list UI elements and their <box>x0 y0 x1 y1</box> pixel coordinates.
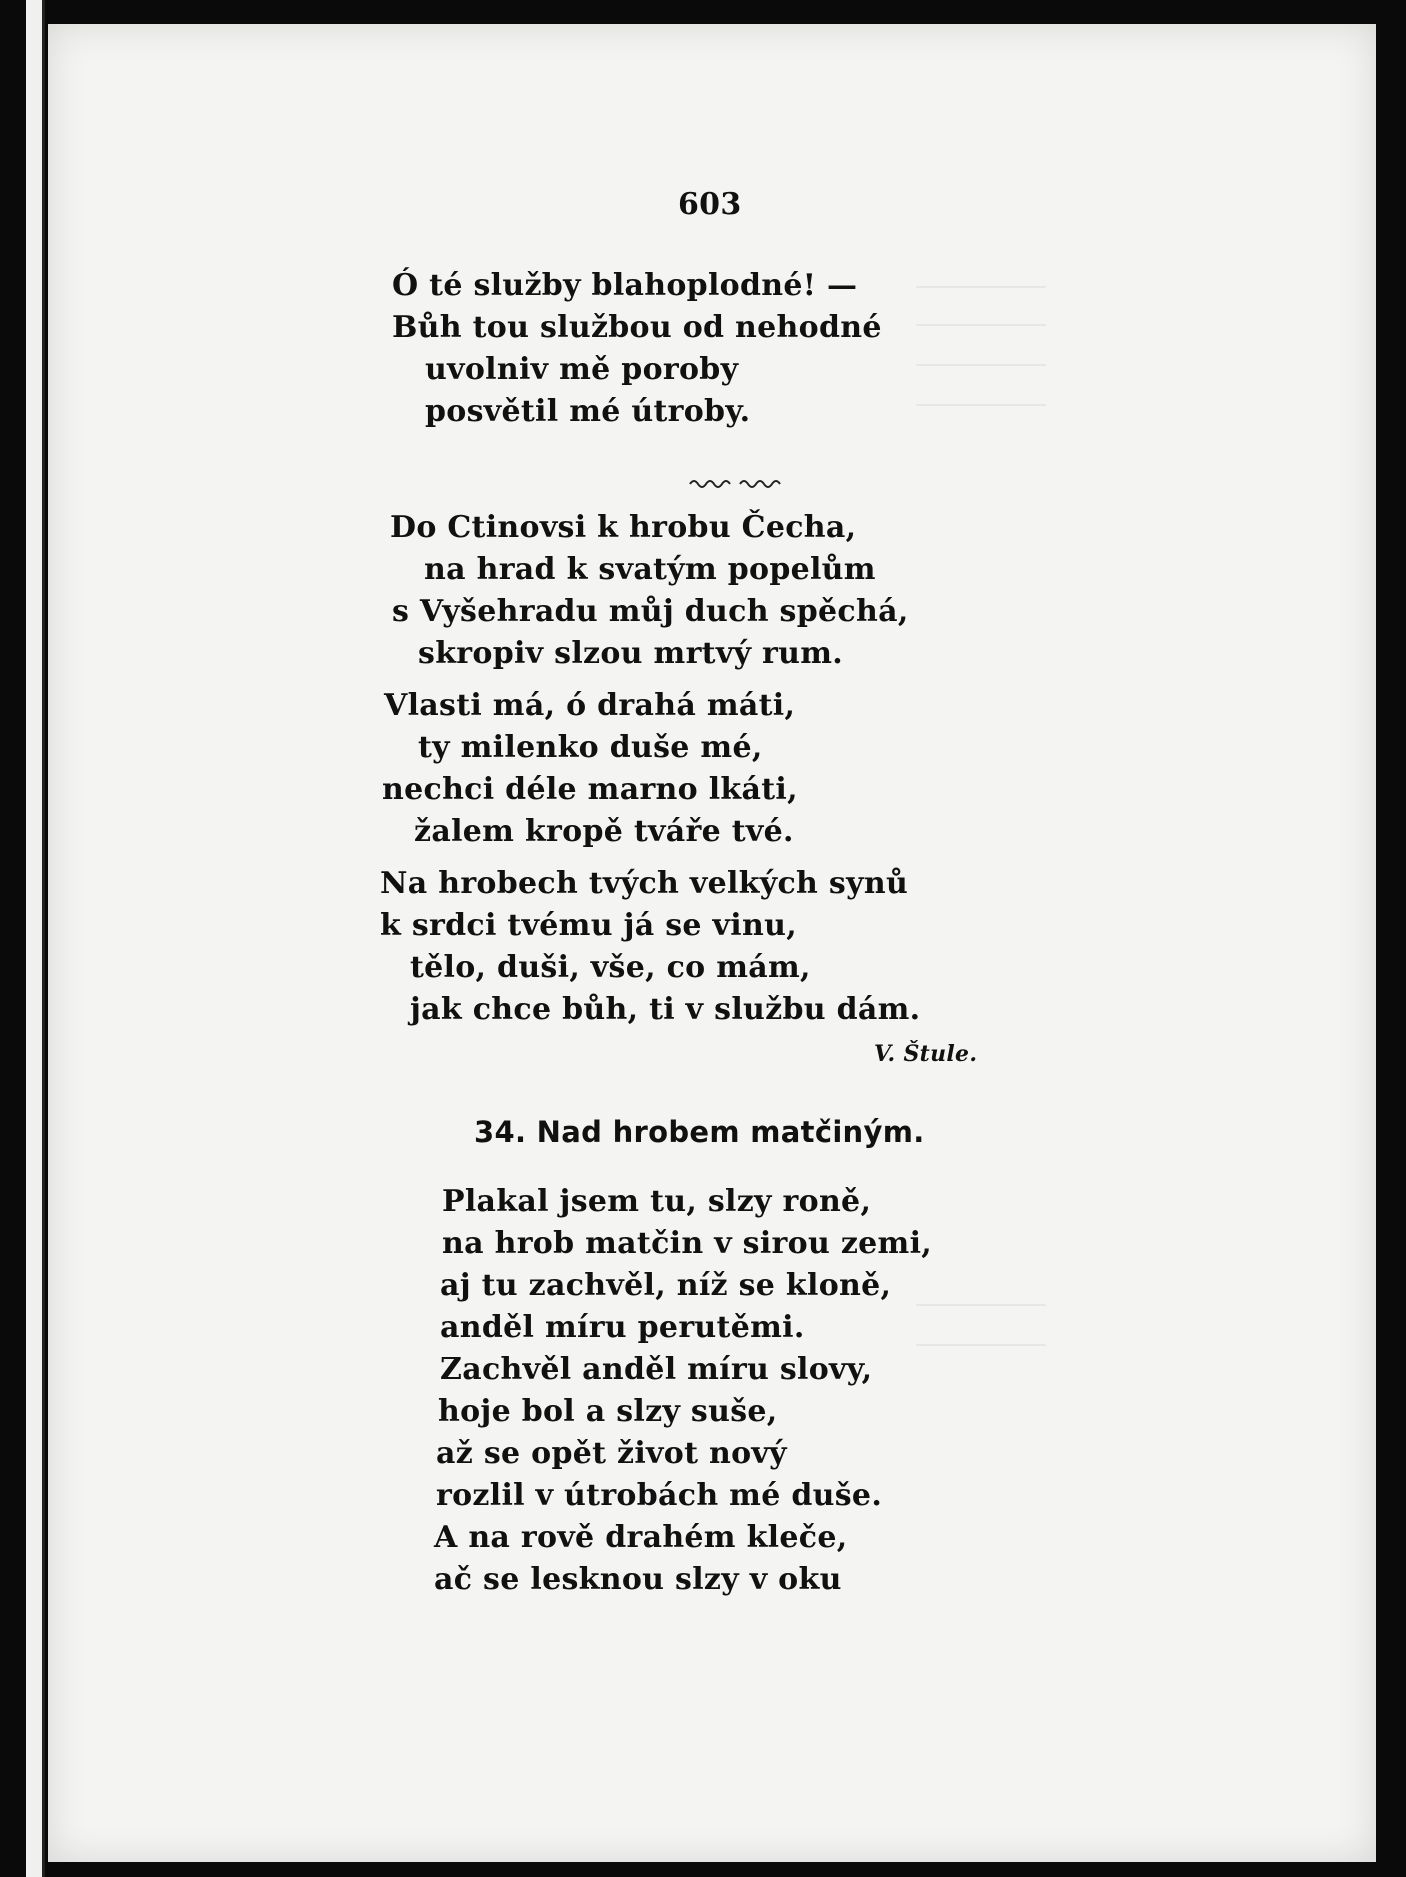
show-through-mark <box>916 286 1046 288</box>
verse-line: Plakal jsem tu, slzy roně, <box>442 1184 872 1219</box>
verse-line: k srdci tvému já se vinu, <box>380 908 797 943</box>
show-through-mark <box>916 1304 1046 1306</box>
wavy-divider-ornament <box>688 476 784 490</box>
verse-line: aj tu zachvěl, níž se kloně, <box>440 1268 892 1303</box>
book-spine-edge <box>26 0 45 1877</box>
verse-line: rozlil v útrobách mé duše. <box>436 1478 883 1513</box>
verse-line: skropiv slzou mrtvý rum. <box>418 636 844 671</box>
verse-line: ty milenko duše mé, <box>418 730 763 765</box>
verse-line: jak chce bůh, ti v službu dám. <box>410 992 921 1027</box>
verse-line: ač se lesknou slzy v oku <box>434 1562 842 1597</box>
verse-line: tělo, duši, vše, co mám, <box>410 950 811 985</box>
verse-line: Do Ctinovsi k hrobu Čecha, <box>390 510 857 545</box>
verse-line: Vlasti má, ó drahá máti, <box>384 688 796 723</box>
poem-title: 34. Nad hrobem matčiným. <box>474 1115 925 1149</box>
verse-line: na hrad k svatým popelům <box>424 552 876 587</box>
show-through-mark <box>916 364 1046 366</box>
show-through-mark <box>916 404 1046 406</box>
page-number: 603 <box>678 187 742 222</box>
verse-line: Zachvěl anděl míru slovy, <box>440 1352 873 1387</box>
verse-line: s Vyšehradu můj duch spěchá, <box>392 594 909 629</box>
verse-line: hoje bol a slzy suše, <box>438 1394 778 1429</box>
verse-line: až se opět život nový <box>436 1436 787 1471</box>
verse-line: Bůh tou službou od nehodné <box>392 310 882 345</box>
verse-line: uvolniv mě poroby <box>425 352 739 387</box>
verse-line: nechci déle marno lkáti, <box>382 772 798 807</box>
verse-line: A na rově drahém kleče, <box>434 1520 848 1555</box>
book-page <box>48 24 1376 1862</box>
verse-line: na hrob matčin v sirou zemi, <box>442 1226 933 1261</box>
verse-line: žalem kropě tváře tvé. <box>414 814 794 849</box>
show-through-mark <box>916 1344 1046 1346</box>
verse-line: Na hrobech tvých velkých synů <box>380 866 909 901</box>
verse-line: anděl míru perutěmi. <box>440 1310 805 1345</box>
author-signature: V. Štule. <box>874 1041 978 1067</box>
show-through-mark <box>916 324 1046 326</box>
verse-line: Ó té služby blahoplodné! — <box>392 268 858 303</box>
verse-line: posvětil mé útroby. <box>425 394 751 429</box>
